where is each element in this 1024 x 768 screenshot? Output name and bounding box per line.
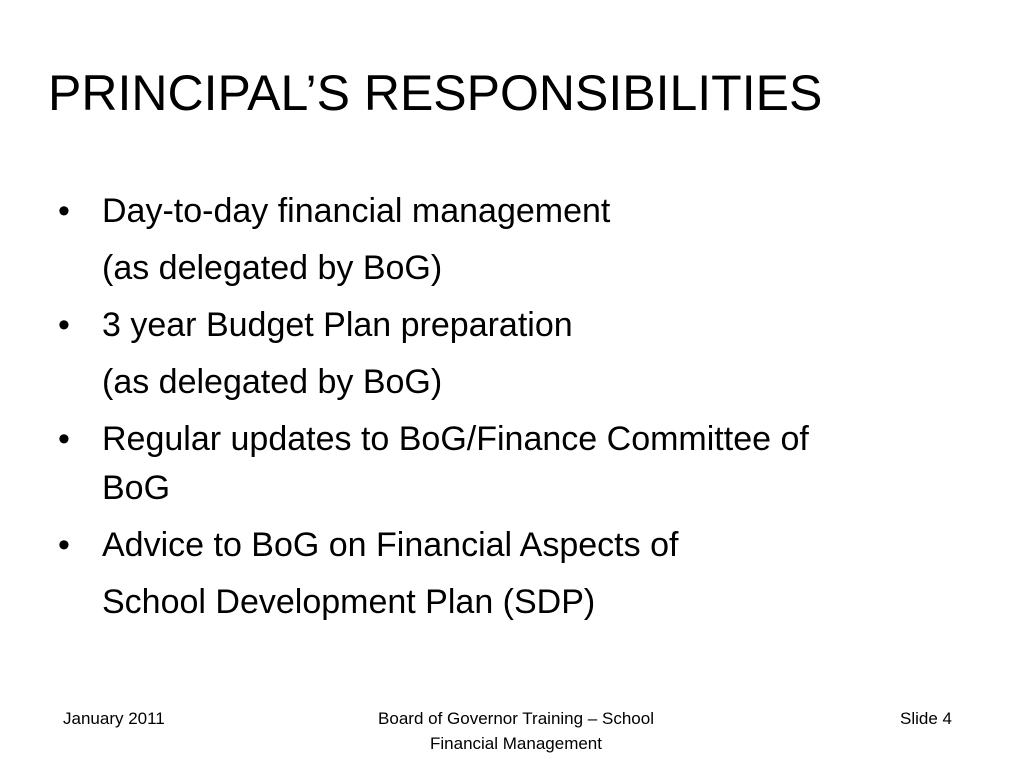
footer-title xyxy=(336,706,696,756)
footer-title-line: Board of Governor Training – School xyxy=(378,709,654,728)
list-item-text: Advice to BoG on Financial Aspects of xyxy=(102,526,679,564)
list-item-text: Regular updates to BoG/Finance Committee of xyxy=(102,420,809,458)
bullet-icon: • xyxy=(58,420,70,458)
list-item-text: (as delegated by BoG) xyxy=(102,363,443,401)
bullet-icon: • xyxy=(58,192,70,230)
bullet-icon: • xyxy=(58,306,70,344)
bullet-icon: • xyxy=(58,526,70,564)
slide-number: Slide 4 xyxy=(900,709,952,728)
footer-date: January 2011 xyxy=(63,709,165,728)
list-item-text: 3 year Budget Plan preparation xyxy=(102,306,573,344)
footer-title-line: Financial Management xyxy=(430,734,602,753)
list-item-text: BoG xyxy=(102,469,171,507)
list-item-text: (as delegated by BoG) xyxy=(102,249,443,287)
list-item-text: School Development Plan (SDP) xyxy=(102,583,596,621)
list-item-text: Day-to-day financial management xyxy=(102,192,611,230)
slide-title: PRINCIPAL’S RESPONSIBILITIES xyxy=(48,65,823,121)
